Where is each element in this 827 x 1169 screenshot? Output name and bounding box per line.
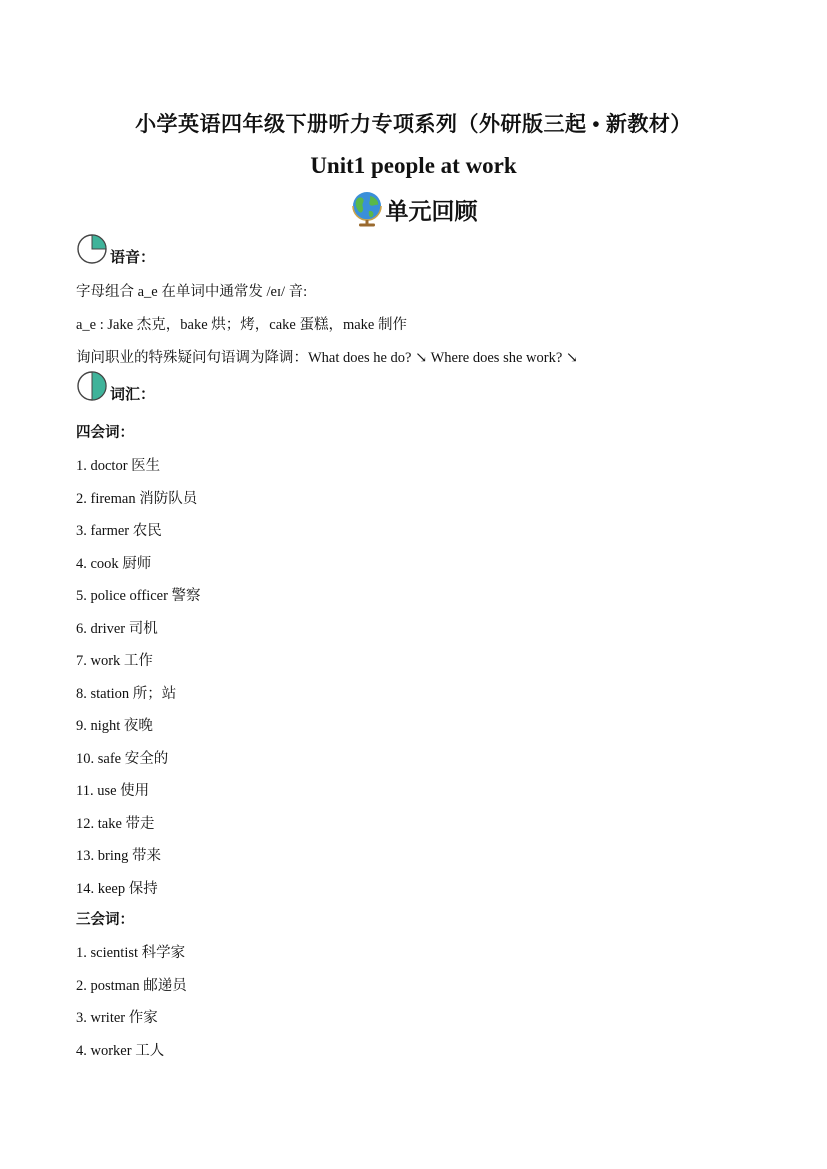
unit-review-label: 单元回顾 bbox=[385, 198, 478, 224]
vocab-item: 4. cook 厨师 bbox=[76, 555, 152, 572]
vocab-item: 5. police officer 警察 bbox=[76, 588, 201, 604]
vocab-item: 6. driver 司机 bbox=[76, 620, 158, 637]
pronunciation-line: 字母组合 a_e 在单词中通常发 /eɪ/ 音: bbox=[76, 284, 308, 300]
four-skills-label: 四会词： bbox=[76, 425, 134, 441]
pronunciation-line: a_e : Jake 杰克，bake 烘；烤，cake 蛋糕，make 制作 bbox=[76, 317, 407, 333]
vocab-item: 11. use 使用 bbox=[76, 783, 150, 799]
vocab-item: 3. writer 作家 bbox=[76, 1010, 158, 1026]
vocab-item: 4. worker 工人 bbox=[76, 1042, 165, 1059]
pronunciation-section-heading bbox=[76, 240, 155, 267]
vocabulary-heading: 词汇： bbox=[110, 387, 156, 403]
vocab-item: 13. bring 带来 bbox=[76, 848, 161, 864]
vocab-item: 14. keep 保持 bbox=[76, 880, 158, 897]
globe-icon bbox=[350, 190, 384, 228]
vocab-item: 1. doctor 医生 bbox=[76, 458, 161, 474]
vocab-item: 2. postman 邮递员 bbox=[76, 977, 187, 994]
vocab-item: 8. station 所；站 bbox=[76, 685, 177, 702]
vocab-item: 10. safe 安全的 bbox=[76, 750, 169, 767]
unit-title: Unit1 people at work bbox=[310, 153, 517, 178]
unit-review-heading bbox=[0, 190, 827, 228]
vocab-item: 7. work 工作 bbox=[76, 653, 153, 669]
vocab-item: 12. take 带走 bbox=[76, 815, 155, 832]
vocab-item: 3. farmer 农民 bbox=[76, 523, 162, 539]
three-skills-label: 三会词： bbox=[76, 912, 134, 928]
vocab-item: 9. night 夜晚 bbox=[76, 718, 153, 734]
document-title: 小学英语四年级下册听力专项系列（外研版三起 • 新教材） bbox=[135, 112, 692, 136]
pie-half-icon bbox=[76, 370, 108, 402]
pie-quarter-icon bbox=[76, 233, 108, 265]
pronunciation-heading: 语音： bbox=[110, 250, 156, 266]
vocab-item: 2. fireman 消防队员 bbox=[76, 490, 198, 507]
vocabulary-section-heading bbox=[76, 377, 155, 404]
vocab-item: 1. scientist 科学家 bbox=[76, 945, 186, 961]
pronunciation-line: 询问职业的特殊疑问句语调为降调：What does he do? ↘ Where does she work? ↘ bbox=[76, 350, 579, 366]
